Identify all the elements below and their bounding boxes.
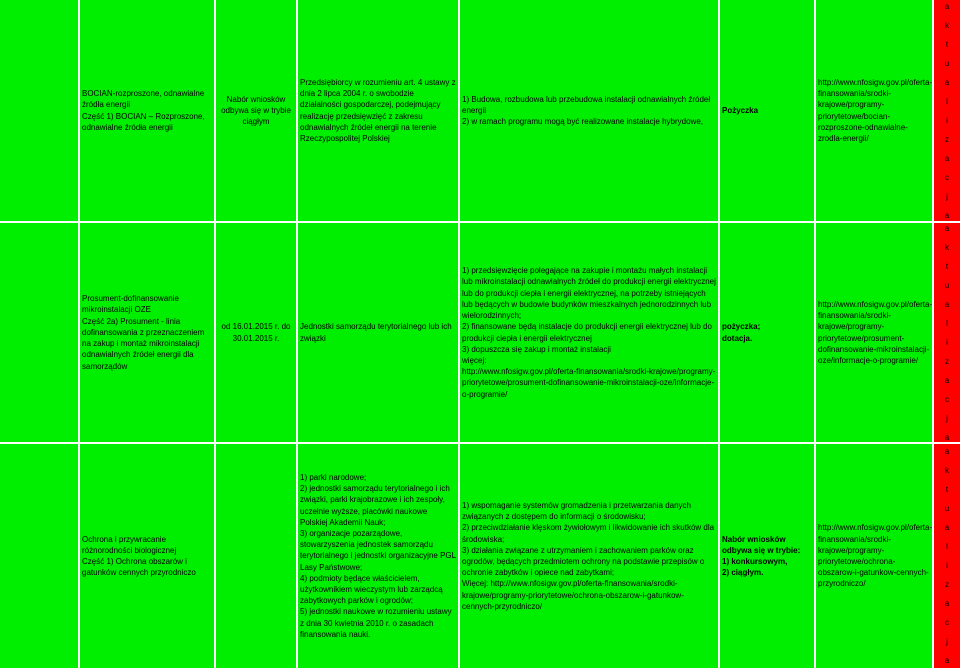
row2-rodzaje-cell	[460, 223, 718, 442]
row2-forma: pożyczka; dotacja.	[722, 322, 761, 343]
row2-beneficjenci: Jednostki samorządu terytorialnego lub ich związki	[300, 322, 452, 343]
row1-status-cell	[934, 0, 960, 221]
row1-rodzaje: 1) Budowa, rozbudowa lub przebudowa instalacji odnawialnych źródeł energii 2) w ramach programu mogą być realizowane instalacje hybrydowe,	[462, 94, 711, 127]
row2-nabor-cell	[216, 223, 296, 442]
row3-program-cell	[80, 444, 214, 668]
row3-beneficjenci: 1) parki narodowe; 2) jednostki samorządu terytorialnego i ich związki, parki krajobrazowe i ich zespoły, uczelnie wyższe, placówki naukowe Polskiej Akademii Nauk; 3) organizacje pozarządowe, stowarzyszenia jednostek samorządu terytorialnego i jednostki organizacyjne PGL Lasy Państwowe; 4) podmioty będące właścicielem, użytkownikiem wieczystym lub zarządcą zabytkowych parków i ogrodów; 5) jednostki naukowe w rozumieniu ustawy z dnia 30 kwietnia 2010 r. o zasadach finansowania nauki.	[300, 472, 456, 639]
row1-nabor-cell	[216, 0, 296, 221]
row2-status-cell	[934, 223, 960, 442]
row1-color-cell	[0, 0, 78, 221]
row2-status: a k t u a l i z a c j a	[944, 223, 950, 442]
row3-nabor-cell	[216, 444, 296, 668]
row3-link-cell	[816, 444, 932, 668]
row2-program: Prosument-dofinansowanie mikroinstalacji OZE Część 2a) Prosument - linia dofinansowania z przeznaczeniem na zakup i montaż mikroinstalacji odnawialnych źródeł energii dla samorządów	[82, 294, 205, 371]
row3-color-cell	[0, 444, 78, 668]
row1-rodzaje-cell	[460, 0, 718, 221]
row1-beneficjenci-cell	[298, 0, 458, 221]
row3-status: a k t u a l i z a c j a	[944, 447, 950, 665]
row2-beneficjenci-cell	[298, 223, 458, 442]
row3-program: Ochrona i przywracanie różnorodności biologicznej Część 1) Ochrona obszarów i gatunków cennych przyrodniczo	[82, 534, 196, 578]
row1-forma-cell	[720, 0, 814, 221]
row1-status: a k t u a l i z a c j a	[944, 1, 950, 220]
row3-forma-cell	[720, 444, 814, 668]
row1-nabor: Nabór wniosków odbywa się w trybie ciągłym	[221, 94, 291, 127]
row2-forma-cell	[720, 223, 814, 442]
row1-beneficjenci: Przedsiębiorcy w rozumieniu art. 4 ustawy z dnia 2 lipca 2004 r. o swobodzie działalności gospodarczej, podejmujący realizację przedsięwzięć z zakresu odnawialnych źródeł energii na terenie Rzeczypospolitej Polskiej	[300, 77, 456, 143]
row1-link[interactable]: http://www.nfosigw.gov.pl/oferta-finansowania/srodki-krajowe/programy-priorytetowe/bocian-rozproszone-odnawialne-zrodla-energii/	[818, 77, 933, 143]
row2-program-cell	[80, 223, 214, 442]
row3-status-cell	[934, 444, 960, 668]
row1-link-cell	[816, 0, 932, 221]
row2-link-cell	[816, 223, 932, 442]
row2-nabor: od 16.01.2015 r. do 30.01.2015 r.	[221, 322, 291, 343]
row1-program: BOCIAN-rozproszone, odnawialne źródła energii Część 1) BOCIAN – Rozproszone, odnawialne źródła energii	[82, 89, 205, 132]
row1-forma: Pożyczka	[722, 105, 759, 115]
row3-beneficjenci-cell	[298, 444, 458, 668]
row2-rodzaje: 1) przedsięwzięcie polegające na zakupie i montażu małych instalacji lub mikroinstalacji odnawialnych źródeł do produkcji energii elektrycznej lub do produkcji ciepła i energii elektrycznej, na potrzeby istniejących lub będących w budowie budynków mieszkalnych jednorodzinnych lub wielorodzinnych; 2) finansowane będą instalacje do produkcji energii elektrycznej lub do produkcji ciepła i energii elektrycznej 3) dopuszcza się zakup i montaż instalacji więcej: http://www.nfosigw.gov.pl/oferta-finansowania/srodki-krajowe/programy-priorytetowe/prosument-dofinansowanie-mikroinstalacji-oze/informacje-o-programie/	[462, 266, 716, 399]
row2-link[interactable]: http://www.nfosigw.gov.pl/oferta-finansowania/srodki-krajowe/programy-priorytetowe/prosument-dofinansowanie-mikroinstalacji-oze/informacje-o-programie/	[818, 299, 933, 365]
row2-color-cell	[0, 223, 78, 442]
row3-rodzaje-cell	[460, 444, 718, 668]
row3-rodzaje: 1) wspomaganie systemów gromadzenia i przetwarzania danych związanych z dostępem do informacji o środowisku; 2) przeciwdziałanie klęskom żywiołowym i likwidowanie ich skutków dla środowiska; 3) działania związane z utrzymaniem i zachowaniem parków oraz ogrodów, będących przedmiotem ochrony na podstawie przepisów o ochronie zabytków i opiece nad zabytkami; Więcej: http://www.nfosigw.gov.pl/oferta-finansowania/srodki-krajowe/programy-priorytetowe/ochrona-obszarow-i-gatunkow-cennych-przyrodniczo/	[462, 500, 715, 611]
row3-link[interactable]: http://www.nfosigw.gov.pl/oferta-finansowania/srodki-krajowe/programy-priorytetowe/ochrona-obszarow-i-gatunkow-cennych-przyrodniczo/	[818, 523, 933, 589]
row3-forma: Nabór wniosków odbywa się w trybie: 1) konkursowym, 2) ciągłym.	[722, 534, 801, 578]
row1-program-cell	[80, 0, 214, 221]
